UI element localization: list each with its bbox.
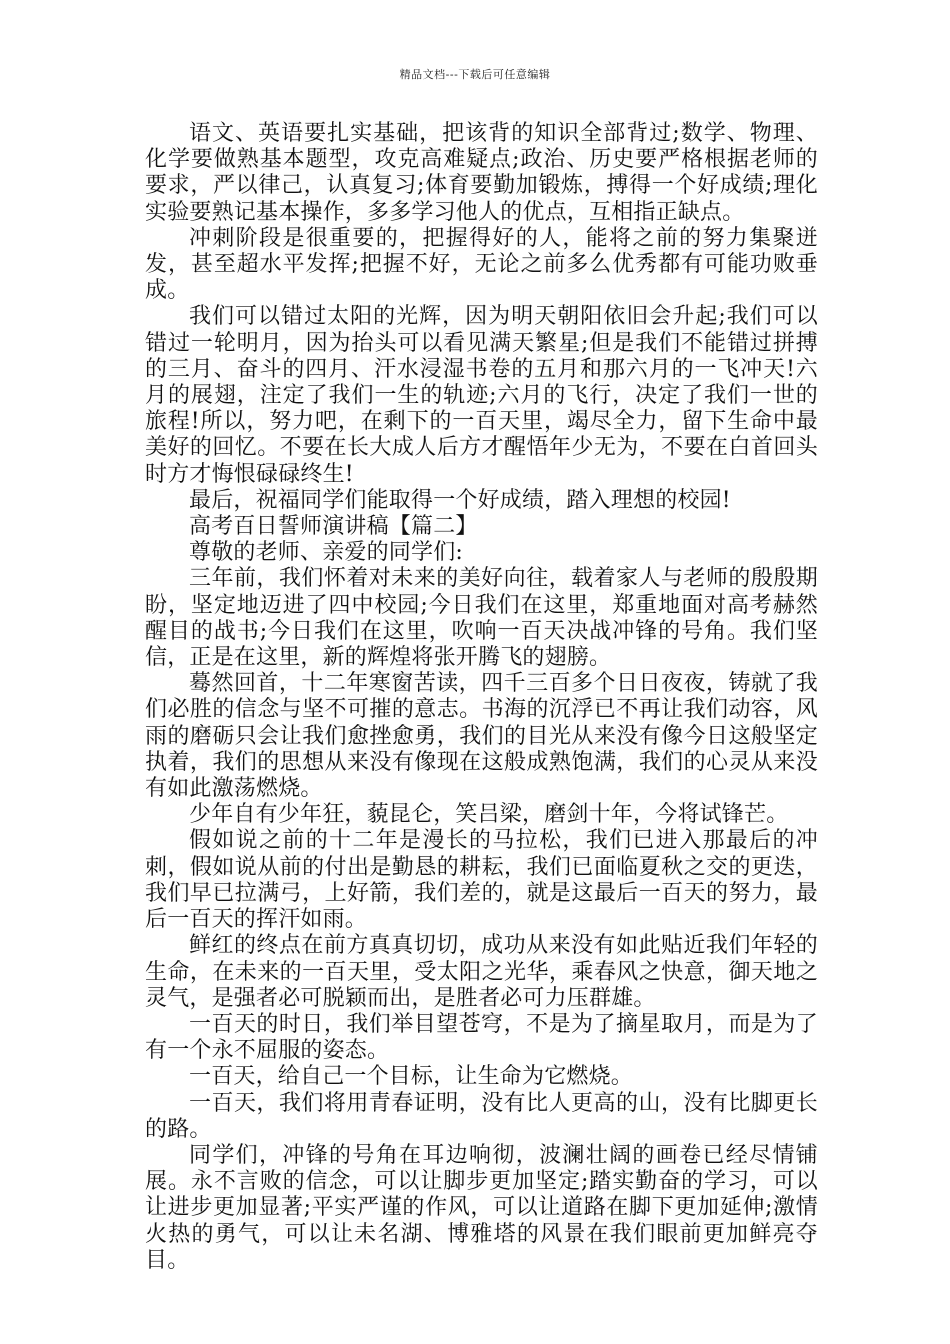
page-header: 精品文档---下载后可任意编辑 [399, 68, 551, 81]
paragraph-classmates: 同学们，冲锋的号角在耳边响彻，波澜壮阔的画卷已经尽情铺展。永不言败的信念，可以让脚步更加坚定;踏实勤奋的学习，可以让进步更加显著;平实严谨的作风，可以让道路在脚下更加延伸;激情火热的勇气，可以让未名湖、博雅塔的风景在我们眼前更加鲜亮夺目。 [145, 1142, 818, 1273]
paragraph-three-years-ago: 三年前，我们怀着对未来的美好向往，载着家人与老师的殷殷期盼，坚定地迈进了四中校园;今日我们在这里，郑重地面对高考赫然醒目的战书;今日我们在这里，吹响一百天决战冲锋的号角。我们坚信，正是在这里，新的辉煌将张开腾飞的翅膀。 [145, 566, 818, 671]
paragraph-blessing: 最后，祝福同学们能取得一个好成绩，踏入理想的校园! [189, 487, 731, 513]
paragraph-study-advice: 语文、英语要扎实基础，把该背的知识全部背过;数学、物理、化学要做熟基本题型，攻克高难疑点;政治、历史要严格根据老师的要求，严以律己，认真复习;体育要勤加锻炼，搏得一个好成绩;理化实验要熟记基本操作，多多学习他人的优点，互相指正缺点。 [145, 121, 818, 225]
document-body [145, 121, 818, 1274]
salutation: 尊敬的老师、亲爱的同学们: [189, 540, 464, 566]
paragraph-hundred-days-youth: 一百天，我们将用青春证明，没有比人更高的山，没有比脚更长的路。 [145, 1090, 818, 1142]
paragraph-hundred-days-sky: 一百天的时日，我们举目望苍穹，不是为了摘星取月，而是为了有一个永不屈服的姿态。 [145, 1011, 818, 1064]
section-title: 高考百日誓师演讲稿【篇二】 [189, 514, 478, 540]
paragraph-looking-back: 蓦然回首，十二年寒窗苦读，四千三百多个日日夜夜，铸就了我们必胜的信念与坚不可摧的意志。书海的沉浮已不再让我们动容，风雨的磨砺只会让我们愈挫愈勇，我们的目光从来没有像今日这般坚定执着，我们的思想从来没有像现在这般成熟饱满，我们的心灵从来没有如此激荡燃烧。 [145, 671, 818, 802]
paragraph-marathon: 假如说之前的十二年是漫长的马拉松，我们已进入那最后的冲刺，假如说从前的付出是勤恳的耕耘，我们已面临夏秋之交的更迭，我们早已拉满弓，上好箭，我们差的，就是这最后一百天的努力，最后一百天的挥汗如雨。 [145, 828, 818, 933]
paragraph-finish-line: 鲜红的终点在前方真真切切，成功从来没有如此贴近我们年轻的生命，在未来的一百天里，受太阳之光华，乘春风之快意，御天地之灵气，是强者必可脱颖而出，是胜者必可力压群雄。 [145, 933, 818, 1011]
paragraph-youth: 少年自有少年狂，藐昆仑，笑吕梁，磨剑十年，今将试锋芒。 [189, 802, 789, 828]
paragraph-sprint-stage: 冲刺阶段是很重要的，把握得好的人，能将之前的努力集聚迸发，甚至超水平发挥;把握不好，无论之前多么优秀都有可能功败垂成。 [145, 225, 818, 304]
paragraph-june-flight: 我们可以错过太阳的光辉，因为明天朝阳依旧会升起;我们可以错过一轮明月，因为抬头可以看见满天繁星;但是我们不能错过拼搏的三月、奋斗的四月、汗水浸湿书卷的五月和那六月的一飞冲天!六月的展翅，注定了我们一生的轨迹;六月的飞行，决定了我们一世的旅程!所以，努力吧，在剩下的一百天里，竭尽全力，留下生命中最美好的回忆。不要在长大成人后方才醒悟年少无为，不要在白首回头时方才悔恨碌碌终生! [145, 304, 818, 487]
paragraph-hundred-days-goal: 一百天，给自己一个目标，让生命为它燃烧。 [189, 1064, 634, 1090]
